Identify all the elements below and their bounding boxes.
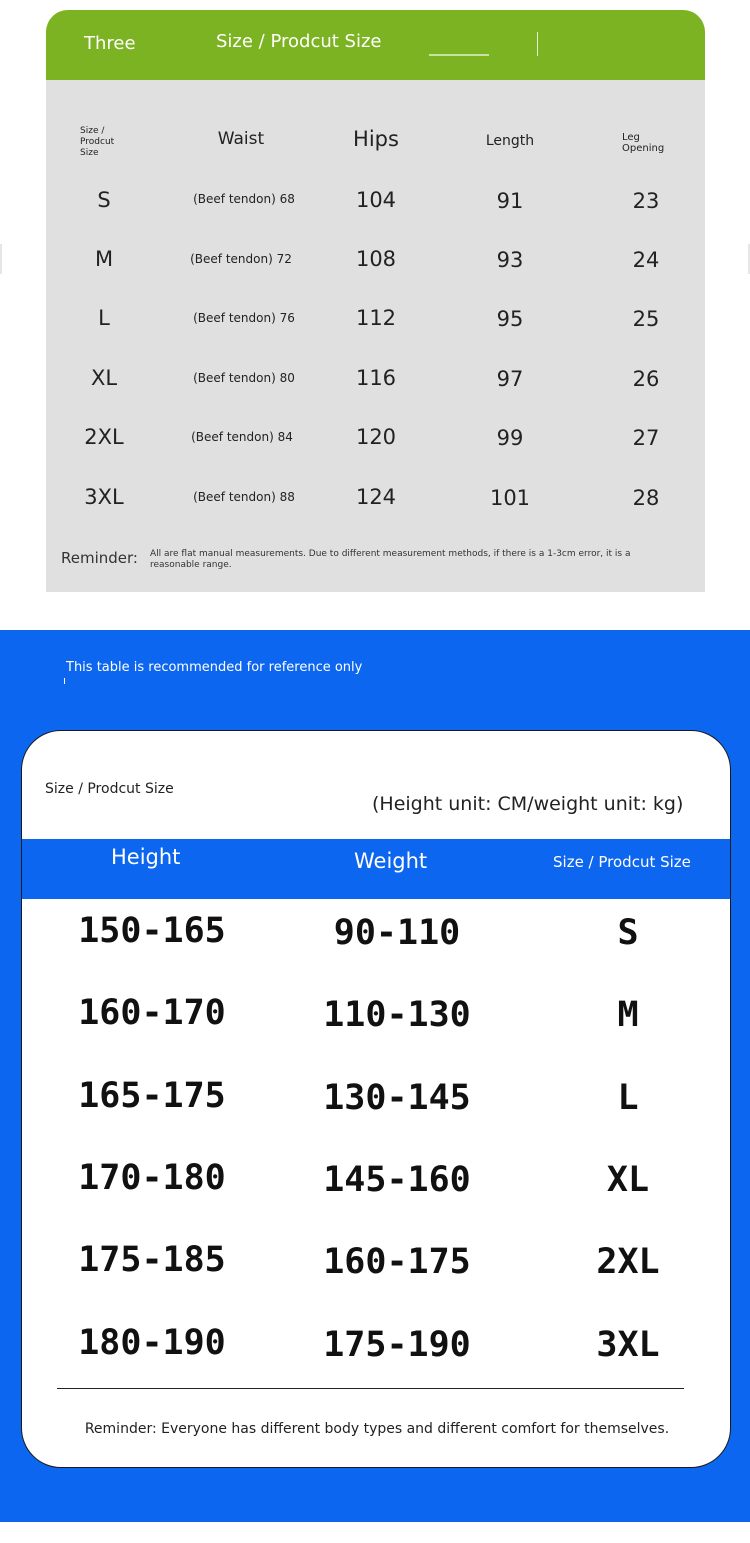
recommend-card: [21, 730, 731, 1468]
col-header-size: [80, 126, 114, 159]
header-title: Size / Prodcut Size: [216, 31, 382, 52]
row-weight: 90-110: [333, 913, 461, 953]
row-height: 150-165: [78, 911, 226, 951]
row-size: S: [617, 913, 639, 953]
row-size: 3XL: [84, 485, 124, 509]
row-height: 160-170: [78, 993, 226, 1033]
reminder-label: Reminder:: [61, 549, 138, 567]
unit-note: (Height unit: CM/weight unit: kg): [372, 793, 684, 815]
note-marker: [64, 678, 65, 684]
row-length: 91: [496, 189, 524, 213]
header-tab-label: Three: [84, 33, 136, 54]
row-weight: 110-130: [323, 995, 471, 1035]
row-leg: 25: [632, 307, 660, 331]
row-size: 2XL: [596, 1242, 660, 1282]
row-height: 180-190: [78, 1323, 226, 1363]
row-size: XL: [90, 366, 118, 390]
row-height: 170-180: [78, 1158, 226, 1198]
reminder-text: All are flat manual measurements. Due to different measurement methods, if there is a 1-3cm error, it is a reasonable range.: [150, 549, 631, 570]
row-leg: 26: [632, 367, 660, 391]
row-length: 97: [496, 367, 524, 391]
size-table-header: [46, 10, 705, 80]
row-weight: 175-190: [323, 1325, 471, 1365]
header-blank-field: [429, 32, 538, 56]
left-edge-tick: [0, 244, 2, 274]
col-header-leg-line: Opening: [622, 143, 665, 154]
row-hips: 120: [355, 425, 397, 449]
row-length: 95: [496, 307, 524, 331]
row-waist: (Beef tendon) 68: [193, 192, 295, 206]
divider: [57, 1388, 684, 1389]
size-table-body: [46, 80, 705, 592]
row-hips: 108: [355, 247, 397, 271]
row-size: L: [98, 306, 110, 330]
row-waist: (Beef tendon) 72: [190, 252, 292, 266]
row-height: 165-175: [78, 1076, 226, 1116]
row-hips: 116: [355, 366, 397, 390]
col-header-hips: Hips: [353, 127, 399, 151]
row-size: 2XL: [84, 425, 124, 449]
card-size-label: Size / Prodcut Size: [45, 781, 174, 797]
row-waist: (Beef tendon) 80: [193, 371, 295, 385]
row-waist: (Beef tendon) 76: [193, 311, 295, 325]
row-leg: 24: [632, 248, 660, 272]
row-length: 99: [496, 426, 524, 450]
col-header-leg-line: Leg: [622, 132, 640, 143]
col-header-length: Length: [485, 133, 535, 149]
row-weight: 130-145: [323, 1078, 471, 1118]
row-waist: (Beef tendon) 88: [193, 490, 295, 504]
recommend-header-band: [22, 839, 731, 899]
row-length: 93: [496, 248, 524, 272]
col-header-size: Size / Prodcut Size: [553, 853, 691, 871]
row-height: 175-185: [78, 1240, 226, 1280]
row-weight: 145-160: [323, 1160, 471, 1200]
col-header-size-line: Size: [80, 148, 99, 158]
row-size: M: [94, 247, 114, 271]
col-header-size-line: Size /: [80, 126, 105, 136]
card-reminder: Reminder: Everyone has different body types and different comfort for themselves.: [84, 1421, 670, 1437]
col-header-leg-opening: [622, 132, 664, 154]
row-size: L: [617, 1078, 639, 1118]
row-weight: 160-175: [323, 1242, 471, 1282]
row-hips: 104: [355, 188, 397, 212]
col-header-weight: Weight: [354, 849, 428, 873]
row-hips: 112: [355, 306, 397, 330]
row-waist: (Beef tendon) 84: [191, 430, 293, 444]
row-leg: 27: [632, 426, 660, 450]
col-header-waist: Waist: [217, 129, 265, 149]
row-length: 101: [489, 486, 531, 510]
col-header-size-line: Prodcut: [80, 137, 115, 147]
row-size: S: [97, 188, 111, 212]
row-leg: 28: [632, 486, 660, 510]
recommend-note: This table is recommended for reference only: [66, 660, 363, 675]
row-size: 3XL: [596, 1325, 660, 1365]
row-leg: 23: [632, 189, 660, 213]
row-hips: 124: [355, 485, 397, 509]
row-size: M: [617, 995, 639, 1035]
col-header-height: Height: [111, 845, 181, 869]
row-size: XL: [606, 1160, 650, 1200]
